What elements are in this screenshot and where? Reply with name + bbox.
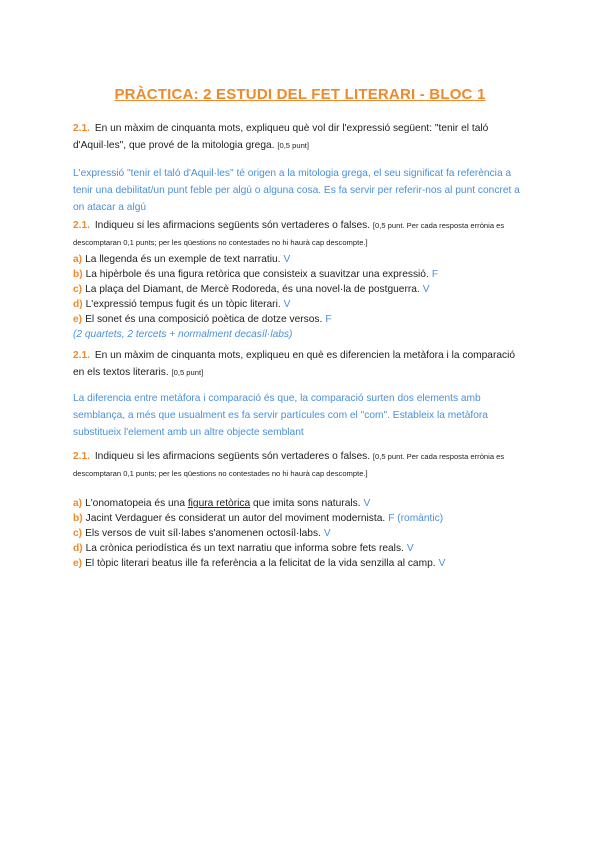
question-number: 2.1. — [73, 451, 90, 462]
item-text: Jacint Verdaguer és considerat un autor del moviment modernista. — [85, 513, 386, 524]
list-item — [73, 556, 528, 571]
question-number: 2.1. — [73, 350, 90, 361]
note: (2 quartets, 2 tercets + normalment decasíl·labs) — [73, 329, 293, 340]
question-text: Indiqueu si les afirmacions següents són vertaderes o falses. — [94, 451, 371, 462]
item-letter: a) — [73, 254, 83, 265]
true-false-list-2 — [73, 496, 528, 571]
item-answer: V — [323, 528, 331, 539]
item-text-underlined: figura retòrica — [187, 498, 251, 509]
list-item — [73, 496, 528, 511]
true-false-list-1 — [73, 252, 528, 342]
question-2 — [73, 217, 528, 251]
item-answer: F — [325, 314, 332, 325]
answer-1: L'expressió "tenir el taló d'Aquil·les" té origen a la mitologia grega, el seu significat fa referència a tenir una debilitat/un punt feble per algú o alguna cosa. Es fa servir per referir-nos al punt concret a on atacar a algú — [73, 168, 520, 213]
item-text: El sonet és una composició poètica de dotze versos. — [85, 314, 323, 325]
list-item — [73, 282, 528, 297]
question-points: [0,5 punt] — [171, 368, 204, 377]
item-text: La plaça del Diamant, de Mercè Rodoreda, és una novel·la de postguerra. — [85, 284, 420, 295]
item-answer: F (romàntic) — [388, 513, 444, 524]
section-1 — [73, 120, 528, 216]
item-answer: V — [363, 498, 371, 509]
question-points: [0,5 punt] — [277, 141, 310, 150]
question-text: Indiqueu si les afirmacions següents són vertaderes o falses. — [94, 220, 371, 231]
item-letter: b) — [73, 513, 83, 524]
item-letter: e) — [73, 314, 83, 325]
question-points: [0,5 punt. Per cada resposta errònia es descomptaran 0,1 punts; per les qüestions no contestades no hi haurà cap descompte.] — [73, 221, 505, 247]
section-4 — [73, 448, 528, 571]
list-item — [73, 312, 528, 327]
item-letter: e) — [73, 558, 83, 569]
list-item — [73, 526, 528, 541]
list-item — [73, 511, 528, 526]
item-letter: c) — [73, 284, 83, 295]
item-text-post: que imita sons naturals. — [250, 498, 361, 509]
item-letter: c) — [73, 528, 83, 539]
list-item — [73, 252, 528, 267]
item-letter: d) — [73, 299, 83, 310]
item-answer: V — [283, 299, 291, 310]
question-points: [0,5 punt. Per cada resposta errònia es descomptaran 0,1 punts; per les qüestions no contestades no hi haurà cap descompte.] — [73, 452, 505, 478]
item-letter: b) — [73, 269, 83, 280]
list-item — [73, 541, 528, 556]
question-1 — [73, 120, 528, 154]
item-letter: d) — [73, 543, 83, 554]
question-number: 2.1. — [73, 220, 90, 231]
question-text: En un màxim de cinquanta mots, expliqueu en què es diferencien la metàfora i la comparació en els textos literaris. — [73, 350, 516, 378]
list-item — [73, 297, 528, 312]
item-letter: a) — [73, 498, 83, 509]
answer-3: La diferencia entre metàfora i comparació és que, la comparació surten dos elements amb semblança, a més que usualment es fa servir partícules com el "com". Estableix la metàfora substitueix l'element amb un altre objecte semblant — [73, 393, 488, 438]
section-3 — [73, 347, 528, 441]
item-text: La llegenda és un exemple de text narratiu. — [85, 254, 281, 265]
item-text: La hipèrbole és una figura retòrica que consisteix a suavitzar una expressió. — [85, 269, 429, 280]
question-text: En un màxim de cinquanta mots, expliqueu què vol dir l'expressió següent: "tenir el taló d'Aquil·les", que prové de la mitologia grega. — [73, 123, 489, 151]
item-text: El tòpic literari beatus ille fa referència a la felicitat de la vida senzilla al camp. — [85, 558, 436, 569]
question-number: 2.1. — [73, 123, 90, 134]
item-text-pre: L'onomatopeia és una — [85, 498, 188, 509]
page-title: PRÀCTICA: 2 ESTUDI DEL FET LITERARI - BLOC 1 — [114, 86, 486, 103]
item-text: Els versos de vuit síl·labes s'anomenen octosíl·labs. — [85, 528, 321, 539]
item-answer: V — [283, 254, 291, 265]
item-answer: V — [422, 284, 430, 295]
list-item — [73, 267, 528, 282]
item-answer: F — [431, 269, 439, 280]
item-answer: V — [438, 558, 446, 569]
item-answer: V — [406, 543, 414, 554]
item-text: La crònica periodística és un text narratiu que informa sobre fets reals. — [85, 543, 404, 554]
question-4 — [73, 448, 528, 482]
question-3 — [73, 347, 528, 381]
item-text: L'expressió tempus fugit és un tòpic literari. — [85, 299, 281, 310]
section-2 — [73, 217, 528, 342]
